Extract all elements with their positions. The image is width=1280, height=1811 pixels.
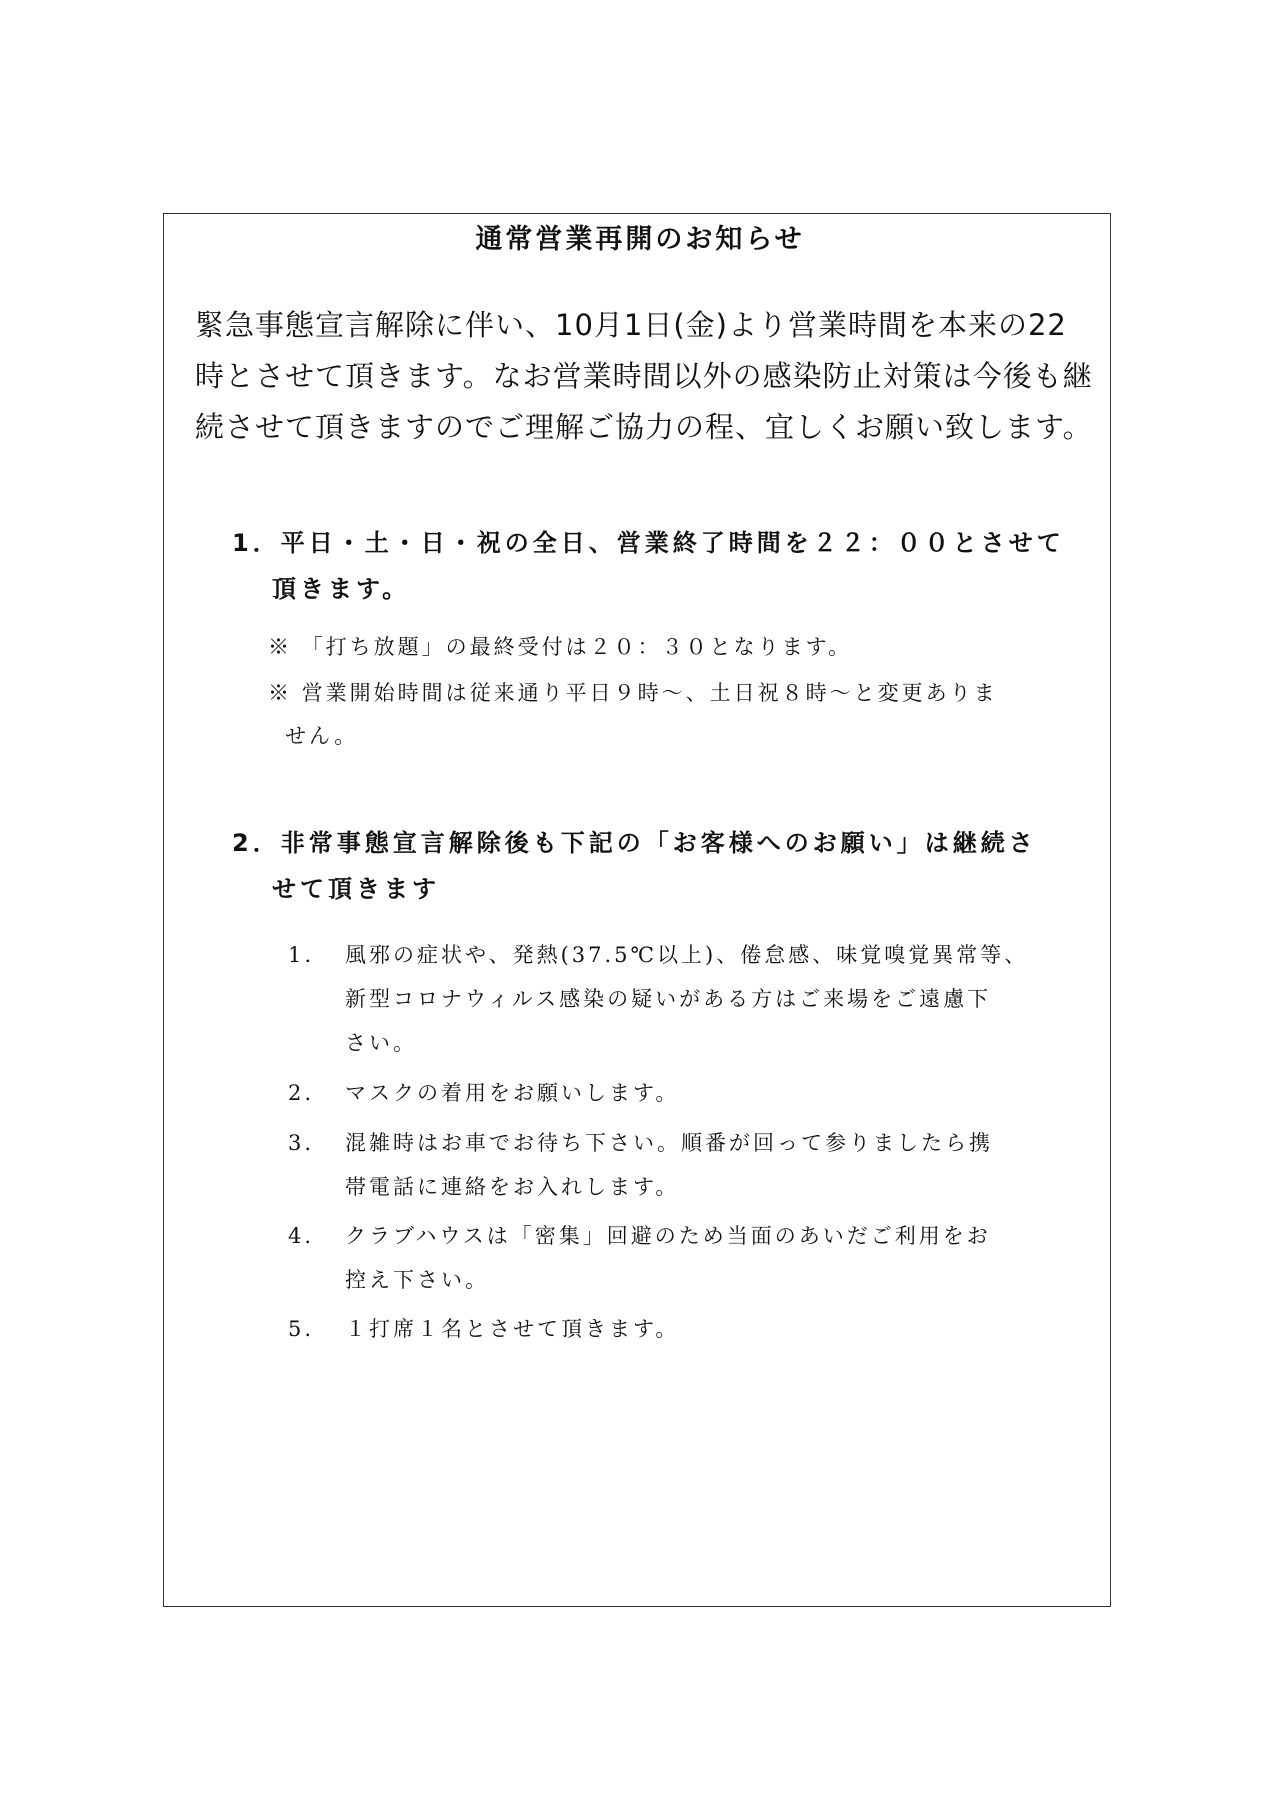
notice-title: 通常営業再開のお知らせ	[475, 224, 805, 255]
request-item-text: 風邪の症状や、発熱(37.5℃以上)、倦怠感、味覚嗅覚異常等、	[345, 943, 1029, 967]
section1-note-1: ※ 「打ち放題」の最終受付は２０：３０となります。	[268, 635, 852, 659]
request-item-number: 2.	[288, 1081, 315, 1105]
intro-paragraph	[195, 300, 1100, 453]
section1-note-2: ※ 営業開始時間は従来通り平日９時～、土日祝８時～と変更ありま	[268, 681, 998, 705]
request-item-text: １打席１名とさせて頂きます。	[345, 1317, 680, 1341]
request-item-number: 1.	[288, 943, 315, 967]
request-item-text: 帯電話に連絡をお入れします。	[345, 1175, 680, 1199]
intro-line: 続させて頂きますのでご理解ご協力の程、宜しくお願い致します。	[195, 410, 1093, 444]
intro-line: 時とさせて頂きます。なお営業時間以外の感染防止対策は今後も継	[195, 359, 1093, 393]
request-item-text: 混雑時はお車でお待ち下さい。順番が回って参りましたら携	[345, 1131, 993, 1155]
section1-heading	[232, 520, 1065, 612]
request-item-text: 控え下さい。	[345, 1268, 489, 1292]
intro-line: 緊急事態宣言解除に伴い、10月1日(金)より営業時間を本来の22	[195, 308, 1067, 342]
request-item-number: 4.	[288, 1224, 315, 1248]
section1-note-2-cont: せん。	[285, 724, 359, 748]
section2-heading	[232, 820, 1037, 912]
section1-heading-line: 1．平日・土・日・祝の全日、営業終了時間を２２：００とさせて	[232, 529, 1065, 557]
request-item-text: クラブハウスは「密集」回避のため当面のあいだご利用をお	[345, 1224, 991, 1248]
request-item-text: マスクの着用をお願いします。	[345, 1081, 680, 1105]
section1-heading-line: 頂きます。	[272, 575, 411, 603]
request-item-text: 新型コロナウィルス感染の疑いがある方はご来場をご遠慮下	[345, 987, 992, 1011]
request-item-number: 3.	[288, 1131, 315, 1155]
request-item-number: 5.	[288, 1317, 315, 1341]
section2-heading-line: 2．非常事態宣言解除後も下記の「お客様へのお願い」は継続さ	[232, 829, 1037, 857]
section2-heading-line: せて頂きます	[272, 875, 440, 903]
request-item-text: さい。	[345, 1031, 417, 1055]
